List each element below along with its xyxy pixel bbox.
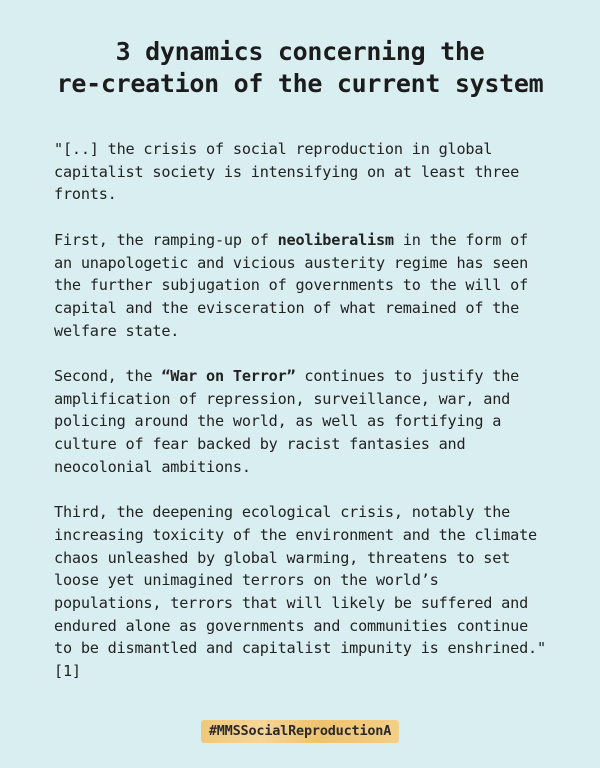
second-text-before: Second, the [54, 367, 162, 385]
page-title [0, 36, 600, 100]
second-keyword: “War on Terror” [161, 367, 296, 385]
quote-second-front [54, 365, 554, 479]
second-text-after: continues to justify the amplification of repression, surveillance, war, and policing around the world, as well as fortifying a culture of fear backed by racist fantasies and neocolonial ambitions. [54, 367, 520, 476]
first-keyword: neoliberalism [277, 230, 394, 249]
quote-first-front [54, 229, 554, 343]
first-text-before: First, the ramping-up of [54, 230, 278, 249]
title-line-2: re-creation of the current system [56, 69, 544, 98]
hashtag-label: #MMSSocialReproductionA [201, 720, 399, 743]
quote-third-front: Third, the deepening ecological crisis, notably the increasing toxicity of the environment and the climate chaos unleashed by global warming, threatens to set loose yet unimagined terrors on the world’s populations, terrors that will likely be suffered and endured alone as governments and communities continue to be dismantled and capitalist impunity is enshrined." [1] [54, 503, 546, 681]
first-text-after: in the form of an unapologetic and vicious austerity regime has seen the further subjugation of governments to the will of capital and the evisceration of what remained of the welfare state. [54, 230, 529, 340]
quote-intro: "[..] the crisis of social reproduction in global capitalist society is intensifying on at least three fronts. [54, 140, 520, 204]
hashtag-container [0, 720, 600, 743]
quote-body [54, 138, 554, 706]
title-line-1: 3 dynamics concerning the [115, 37, 485, 66]
